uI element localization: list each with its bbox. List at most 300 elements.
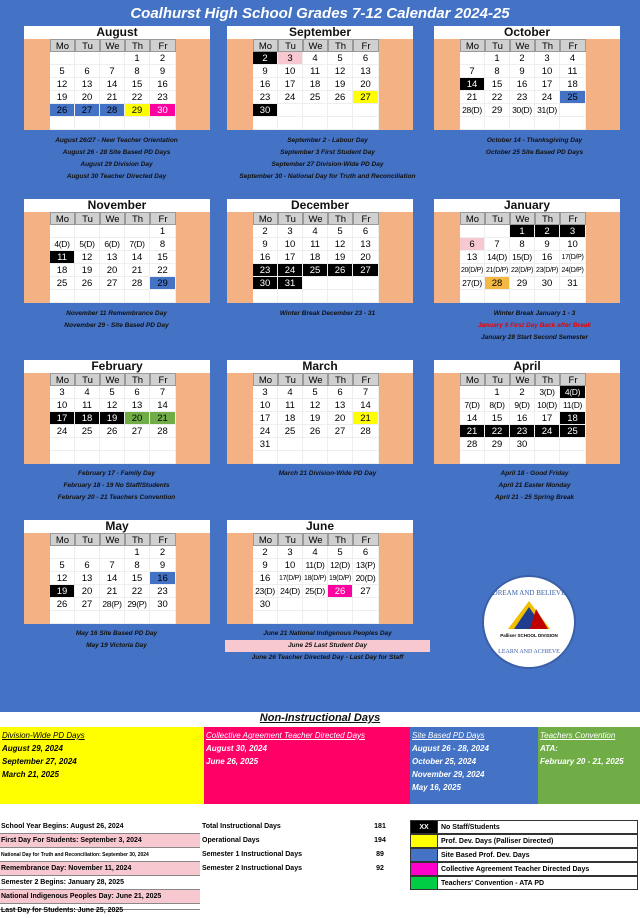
- month-note: June 25 Last Student Day: [225, 640, 430, 652]
- weekend-cell: [379, 425, 413, 438]
- weekend-cell: [24, 65, 50, 78]
- logo-name: Palliser: [500, 633, 517, 638]
- month-notes: [432, 135, 637, 159]
- day-cell: [253, 611, 278, 624]
- day-cell: 27: [75, 598, 100, 611]
- day-cell: 23: [253, 91, 278, 104]
- month-name: February: [24, 360, 210, 373]
- day-cell: 28: [150, 425, 176, 438]
- count-value: 194: [374, 837, 386, 844]
- month-notes: [225, 135, 430, 183]
- day-cell: 26: [328, 91, 353, 104]
- weekend-cell: [434, 65, 460, 78]
- day-cell: 26: [50, 104, 75, 117]
- day-cell: [353, 611, 379, 624]
- weekday-header: Th: [125, 533, 150, 546]
- day-cell: 22(D/P): [510, 264, 535, 277]
- weekend-cell: [586, 451, 620, 464]
- day-cell: [328, 104, 353, 117]
- day-cell: 30: [253, 598, 278, 611]
- day-cell: [460, 225, 485, 238]
- box-line: August 26 - 28, 2024: [412, 744, 489, 753]
- day-cell: 31: [560, 277, 586, 290]
- month-december: [227, 199, 413, 303]
- day-cell: 24: [50, 425, 75, 438]
- weekend-cell: [24, 78, 50, 91]
- weekend-cell: [227, 425, 253, 438]
- weekend-cell: [434, 104, 460, 117]
- day-cell: [460, 451, 485, 464]
- day-cell: 27: [353, 91, 379, 104]
- legend-label: No Staff/Students: [438, 820, 638, 834]
- day-cell: 1: [125, 52, 150, 65]
- weekend-cell: [176, 451, 210, 464]
- day-cell: [278, 104, 303, 117]
- weekend-cell: [227, 264, 253, 277]
- day-cell: 20: [353, 251, 379, 264]
- weekday-header: Fr: [560, 373, 586, 386]
- weekend-cell: [176, 533, 210, 546]
- day-cell: 1: [485, 386, 510, 399]
- weekday-header: Fr: [150, 212, 176, 225]
- day-cell: 19: [303, 412, 328, 425]
- weekend-cell: [176, 251, 210, 264]
- day-cell: [125, 225, 150, 238]
- count-label: Semester 2 Instructional Days: [202, 865, 302, 872]
- day-cell: 20: [353, 78, 379, 91]
- weekday-header: Fr: [560, 212, 586, 225]
- weekday-header: We: [303, 533, 328, 546]
- day-cell: 21: [353, 412, 379, 425]
- weekend-cell: [24, 238, 50, 251]
- day-cell: [485, 451, 510, 464]
- month-name: May: [24, 520, 210, 533]
- day-cell: 14: [460, 78, 485, 91]
- box-line: June 26, 2025: [206, 757, 259, 766]
- weekend-cell: [379, 598, 413, 611]
- weekend-cell: [379, 546, 413, 559]
- day-cell: 6(D): [100, 238, 125, 251]
- month-note: March 21 Division-Wide PD Day: [278, 470, 377, 477]
- day-cell: 29(P): [125, 598, 150, 611]
- month-grid: [227, 373, 413, 464]
- weekend-cell: [434, 386, 460, 399]
- day-cell: [353, 451, 379, 464]
- day-cell: 28: [353, 425, 379, 438]
- day-cell: 29: [485, 104, 510, 117]
- weekend-cell: [434, 78, 460, 91]
- day-cell: 2: [150, 546, 176, 559]
- day-cell: 28(P): [100, 598, 125, 611]
- weekday-header: Fr: [353, 373, 379, 386]
- day-cell: 5: [100, 386, 125, 399]
- day-cell: 16: [150, 78, 176, 91]
- weekend-cell: [434, 373, 460, 386]
- box-line: February 20 - 21, 2025: [540, 757, 624, 766]
- day-cell: [125, 290, 150, 303]
- day-cell: 7: [460, 65, 485, 78]
- weekend-cell: [227, 559, 253, 572]
- day-cell: [125, 117, 150, 130]
- weekend-cell: [176, 225, 210, 238]
- weekend-cell: [586, 52, 620, 65]
- day-cell: 4: [303, 546, 328, 559]
- day-cell: 4: [303, 225, 328, 238]
- weekend-cell: [227, 277, 253, 290]
- day-cell: 14: [100, 78, 125, 91]
- day-cell: 17: [50, 412, 75, 425]
- day-cell: [50, 117, 75, 130]
- day-cell: 22: [150, 264, 176, 277]
- summary-section: [0, 820, 640, 914]
- day-cell: 26: [328, 585, 353, 598]
- weekend-cell: [586, 264, 620, 277]
- weekend-cell: [586, 225, 620, 238]
- weekend-cell: [227, 611, 253, 624]
- day-cell: [328, 277, 353, 290]
- day-cell: 4: [560, 52, 586, 65]
- day-cell: 10(D): [535, 399, 560, 412]
- day-cell: 30: [150, 104, 176, 117]
- month-notes: [225, 468, 430, 480]
- day-cell: 21: [460, 91, 485, 104]
- count-value: 92: [376, 865, 384, 872]
- non-instructional-title: Non-Instructional Days: [0, 712, 640, 727]
- day-cell: 13: [100, 251, 125, 264]
- weekday-header: Tu: [75, 39, 100, 52]
- day-cell: 6: [460, 238, 485, 251]
- day-cell: 4(D): [50, 238, 75, 251]
- month-grid: [24, 39, 210, 130]
- teachers-convention-box: [538, 727, 640, 804]
- weekend-cell: [227, 65, 253, 78]
- legend-swatch: [410, 862, 438, 876]
- weekend-cell: [176, 399, 210, 412]
- day-cell: [100, 438, 125, 451]
- day-cell: 26: [303, 425, 328, 438]
- weekday-header: Tu: [75, 533, 100, 546]
- day-cell: 26: [50, 598, 75, 611]
- weekend-cell: [176, 104, 210, 117]
- weekend-cell: [176, 598, 210, 611]
- day-cell: 25: [560, 425, 586, 438]
- day-cell: [150, 117, 176, 130]
- day-cell: 7(D): [125, 238, 150, 251]
- day-cell: 11: [278, 399, 303, 412]
- day-cell: 11: [75, 399, 100, 412]
- weekend-cell: [379, 572, 413, 585]
- weekend-cell: [586, 251, 620, 264]
- day-cell: 13: [353, 238, 379, 251]
- day-cell: 19: [328, 78, 353, 91]
- key-date: Last Day for Students: June 25, 2025: [0, 904, 200, 910]
- weekend-cell: [379, 399, 413, 412]
- day-cell: [535, 451, 560, 464]
- weekday-header: Fr: [150, 373, 176, 386]
- day-cell: 4(D): [560, 386, 586, 399]
- weekend-cell: [227, 91, 253, 104]
- weekend-cell: [176, 117, 210, 130]
- day-cell: 3: [278, 546, 303, 559]
- day-cell: 18(D/P): [303, 572, 328, 585]
- weekend-cell: [24, 412, 50, 425]
- month-note: September 2 - Labour Day: [287, 137, 368, 144]
- day-cell: 19: [100, 412, 125, 425]
- day-cell: [125, 451, 150, 464]
- day-cell: 23: [253, 264, 278, 277]
- day-cell: 13: [460, 251, 485, 264]
- day-cell: 19: [328, 251, 353, 264]
- day-cell: 10: [278, 238, 303, 251]
- weekend-cell: [434, 451, 460, 464]
- day-cell: 18: [560, 78, 586, 91]
- day-cell: 15(D): [510, 251, 535, 264]
- day-cell: [353, 290, 379, 303]
- weekend-cell: [227, 399, 253, 412]
- day-cell: 2: [535, 225, 560, 238]
- day-cell: [253, 290, 278, 303]
- day-cell: [50, 546, 75, 559]
- weekday-header: Mo: [253, 39, 278, 52]
- weekend-cell: [24, 611, 50, 624]
- weekend-cell: [379, 412, 413, 425]
- weekend-cell: [434, 425, 460, 438]
- day-cell: [303, 598, 328, 611]
- weekend-cell: [586, 104, 620, 117]
- day-cell: [560, 451, 586, 464]
- weekend-cell: [586, 412, 620, 425]
- month-notes: [432, 468, 637, 504]
- weekday-header: We: [303, 373, 328, 386]
- day-cell: 2: [253, 546, 278, 559]
- day-cell: 11(D): [303, 559, 328, 572]
- day-cell: 5: [328, 52, 353, 65]
- weekend-cell: [379, 117, 413, 130]
- weekend-cell: [379, 533, 413, 546]
- month-note: January 6 First Day Back after Break: [477, 322, 592, 329]
- weekend-cell: [434, 117, 460, 130]
- day-cell: 12: [328, 65, 353, 78]
- day-cell: 22: [485, 91, 510, 104]
- month-august: [24, 26, 210, 130]
- day-cell: 24: [278, 91, 303, 104]
- day-cell: 25: [278, 425, 303, 438]
- day-cell: 23: [510, 425, 535, 438]
- weekend-cell: [24, 438, 50, 451]
- day-cell: 28(D): [460, 104, 485, 117]
- day-cell: [353, 117, 379, 130]
- weekend-cell: [586, 65, 620, 78]
- day-cell: 26: [75, 277, 100, 290]
- day-cell: 28: [460, 438, 485, 451]
- month-note: April 21 - 25 Spring Break: [494, 494, 575, 501]
- weekend-cell: [434, 438, 460, 451]
- box-heading: Division-Wide PD Days: [2, 731, 85, 740]
- day-cell: 19(D/P): [328, 572, 353, 585]
- day-cell: 22: [125, 91, 150, 104]
- day-cell: 11: [303, 65, 328, 78]
- day-cell: [75, 225, 100, 238]
- weekend-cell: [227, 598, 253, 611]
- weekday-header: Mo: [460, 373, 485, 386]
- legend-swatch: [410, 876, 438, 890]
- day-cell: [50, 225, 75, 238]
- day-cell: 14: [353, 399, 379, 412]
- day-cell: [460, 117, 485, 130]
- box-heading: Site Based PD Days: [412, 731, 485, 740]
- weekend-cell: [24, 598, 50, 611]
- month-note: May 19 Victoria Day: [86, 642, 147, 649]
- month-name: March: [227, 360, 413, 373]
- weekday-header: Th: [328, 373, 353, 386]
- day-cell: [303, 290, 328, 303]
- month-note: April 21 Easter Monday: [498, 482, 571, 489]
- day-cell: 3: [535, 52, 560, 65]
- month-grid: [24, 533, 210, 624]
- weekday-header: Th: [535, 212, 560, 225]
- month-name: January: [434, 199, 620, 212]
- day-cell: 15: [485, 78, 510, 91]
- day-cell: 10: [278, 65, 303, 78]
- day-cell: 20: [328, 412, 353, 425]
- day-cell: [150, 438, 176, 451]
- day-cell: 3: [50, 386, 75, 399]
- day-cell: 30: [253, 277, 278, 290]
- day-cell: 9(D): [510, 399, 535, 412]
- day-cell: 6: [75, 65, 100, 78]
- weekday-header: Mo: [460, 212, 485, 225]
- weekend-cell: [227, 78, 253, 91]
- day-cell: 9: [150, 65, 176, 78]
- weekend-cell: [24, 212, 50, 225]
- day-cell: 14: [460, 412, 485, 425]
- month-grid: [434, 373, 620, 464]
- day-cell: 26: [328, 264, 353, 277]
- day-cell: [278, 598, 303, 611]
- day-cell: [50, 438, 75, 451]
- day-cell: 29: [510, 277, 535, 290]
- day-cell: 13: [328, 399, 353, 412]
- day-cell: 11(D): [560, 399, 586, 412]
- weekend-cell: [24, 399, 50, 412]
- key-date: First Day For Students: September 3, 2024: [0, 834, 200, 848]
- weekend-cell: [227, 572, 253, 585]
- weekend-cell: [24, 585, 50, 598]
- month-january: [434, 199, 620, 303]
- weekend-cell: [176, 277, 210, 290]
- day-cell: 12: [50, 78, 75, 91]
- day-cell: [278, 611, 303, 624]
- day-cell: 12: [75, 251, 100, 264]
- day-cell: [100, 290, 125, 303]
- weekend-cell: [176, 386, 210, 399]
- weekend-cell: [379, 438, 413, 451]
- day-cell: 15: [125, 572, 150, 585]
- day-cell: [328, 290, 353, 303]
- month-june: [227, 520, 413, 624]
- day-cell: 25: [303, 91, 328, 104]
- key-date: School Year Begins: August 26, 2024: [0, 820, 200, 834]
- weekend-cell: [176, 264, 210, 277]
- weekend-cell: [24, 425, 50, 438]
- weekday-header: Th: [535, 39, 560, 52]
- day-cell: 6: [353, 546, 379, 559]
- month-grid: [434, 39, 620, 130]
- day-cell: 17: [278, 78, 303, 91]
- day-cell: [278, 438, 303, 451]
- day-cell: 12: [100, 399, 125, 412]
- day-cell: 29: [125, 104, 150, 117]
- day-cell: 10: [535, 65, 560, 78]
- day-cell: 8: [150, 238, 176, 251]
- weekend-cell: [227, 39, 253, 52]
- day-cell: 21: [150, 412, 176, 425]
- day-cell: 23(D): [253, 585, 278, 598]
- weekend-cell: [176, 373, 210, 386]
- day-cell: 27: [100, 277, 125, 290]
- day-cell: 8: [510, 238, 535, 251]
- day-cell: 17: [253, 412, 278, 425]
- day-cell: [303, 277, 328, 290]
- weekend-cell: [227, 225, 253, 238]
- day-cell: 25: [50, 277, 75, 290]
- weekend-cell: [434, 264, 460, 277]
- day-cell: [353, 104, 379, 117]
- day-cell: 2: [150, 52, 176, 65]
- day-cell: 5: [50, 65, 75, 78]
- day-cell: 12: [328, 238, 353, 251]
- weekday-header: Mo: [253, 212, 278, 225]
- weekend-cell: [586, 277, 620, 290]
- month-name: October: [434, 26, 620, 39]
- weekday-header: We: [100, 533, 125, 546]
- day-cell: 8(D): [485, 399, 510, 412]
- weekday-header: Tu: [278, 212, 303, 225]
- day-cell: 13: [75, 572, 100, 585]
- day-cell: [278, 451, 303, 464]
- logo-emblem-icon: [506, 599, 552, 633]
- weekday-header: Fr: [353, 212, 379, 225]
- weekday-header: We: [510, 212, 535, 225]
- day-cell: 25(D): [303, 585, 328, 598]
- count-value: 181: [374, 823, 386, 830]
- day-cell: [535, 290, 560, 303]
- day-cell: 18: [303, 251, 328, 264]
- count-label: Operational Days: [202, 837, 260, 844]
- weekend-cell: [379, 264, 413, 277]
- day-cell: [460, 52, 485, 65]
- day-cell: 24(D/P): [560, 264, 586, 277]
- day-cell: 6: [125, 386, 150, 399]
- weekend-cell: [434, 238, 460, 251]
- day-cell: 12: [303, 399, 328, 412]
- day-cell: 22: [125, 585, 150, 598]
- weekend-cell: [24, 104, 50, 117]
- weekend-cell: [24, 559, 50, 572]
- weekday-header: Th: [535, 373, 560, 386]
- legend-label: Teachers' Convention - ATA PD: [438, 876, 638, 890]
- day-cell: 23: [150, 585, 176, 598]
- day-cell: 21: [100, 585, 125, 598]
- weekday-header: Tu: [75, 212, 100, 225]
- weekend-cell: [176, 290, 210, 303]
- weekend-cell: [379, 585, 413, 598]
- month-note: September 30 - National Day for Truth and Reconciliation: [239, 173, 416, 180]
- weekend-cell: [24, 451, 50, 464]
- day-cell: 9: [253, 65, 278, 78]
- weekend-cell: [24, 225, 50, 238]
- month-grid: [227, 533, 413, 624]
